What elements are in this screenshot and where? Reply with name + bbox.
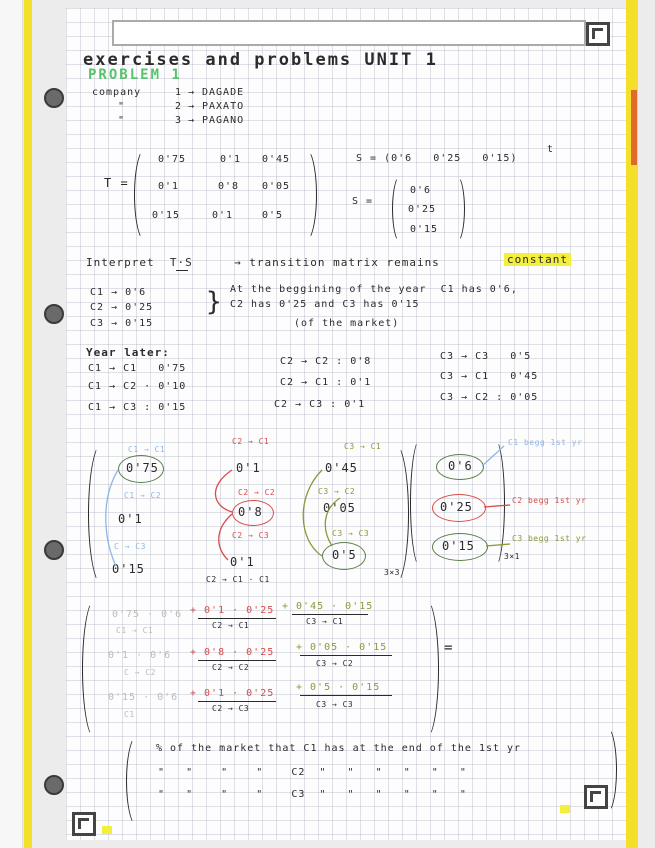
diagram-cell: 0'75 <box>126 461 159 475</box>
equals-sign: = <box>444 640 454 656</box>
company-prefix: " <box>118 115 126 126</box>
matrix-cell: 0'15 <box>152 210 181 221</box>
vec-tag: C2 begg 1st yr <box>512 496 587 505</box>
matrix-label: T = <box>104 176 129 190</box>
share-note: (of the market) <box>294 318 400 329</box>
product-tag: C → C2 <box>124 668 156 677</box>
transition-line: C3 → C2 : 0'05 <box>440 392 539 403</box>
vector-cell: 0'6 <box>410 185 432 196</box>
matrix-cell: 0'5 <box>262 210 284 221</box>
interpret-text: → transition matrix remains <box>234 256 440 269</box>
dims-label: 3×1 <box>504 552 520 561</box>
diagram-cell: 0'1 <box>118 512 143 526</box>
underline <box>198 618 276 619</box>
product-tag: C1 <box>124 710 135 719</box>
diagram-cell: 0'8 <box>238 505 263 519</box>
share-item: C3 → 0'15 <box>90 318 154 329</box>
transition-line: C2 → C1 : 0'1 <box>280 377 372 388</box>
page-title: exercises and problems UNIT 1 <box>83 50 438 70</box>
product-sub: C3 → C2 <box>316 659 354 668</box>
vector-cell: 0'25 <box>408 204 437 215</box>
diagram-tag: C1 → C2 <box>124 491 162 500</box>
diagram-cell: 0'5 <box>332 548 357 562</box>
matrix-cell: 0'05 <box>262 181 291 192</box>
vec-tag: C1 begg 1st yr <box>508 438 583 447</box>
product-tag: C1 → C1 <box>116 626 154 635</box>
left-paren <box>82 598 109 740</box>
arrow: → <box>188 87 196 98</box>
product-sub: C3 → C3 <box>316 700 354 709</box>
diagram-tag: C → C3 <box>114 542 146 551</box>
vec-cell: 0'6 <box>448 459 473 473</box>
transition-line: C1 → C2 · 0'10 <box>88 381 187 392</box>
year-later-heading: Year later: <box>86 346 170 359</box>
vec-tag: C3 begg 1st yr <box>512 534 587 543</box>
company-name: DAGADE <box>202 87 245 98</box>
product-term-faint: 0'75 · 0'6 <box>112 609 183 620</box>
vector-label: S = <box>352 196 374 207</box>
diagram-cell: 0'1 <box>236 461 261 475</box>
diagram-tag: C2 → C1 <box>232 437 270 446</box>
company-name: PAXATO <box>202 101 245 112</box>
left-paren <box>126 735 149 827</box>
right-paren <box>596 726 617 814</box>
product-term: + 0'1 · 0'25 <box>190 688 275 699</box>
product-term-faint: 0'1 · 0'6 <box>108 650 172 661</box>
product-term-faint: 0'15 · 0'6 <box>108 692 179 703</box>
arrow: → <box>188 101 196 112</box>
transition-line: C3 → C1 0'45 <box>440 371 539 382</box>
diagram-tag: C3 → C1 <box>344 442 382 451</box>
diagram-tag: C2 → C3 <box>232 531 270 540</box>
underline <box>292 614 368 615</box>
vec-cell: 0'25 <box>440 500 473 514</box>
problem-heading: PROBLEM 1 <box>88 67 182 83</box>
product-term: + 0'05 · 0'15 <box>296 642 388 653</box>
share-note: C2 has 0'25 and C3 has 0'15 <box>230 299 420 310</box>
product-term: + 0'8 · 0'25 <box>190 647 275 658</box>
company-num: 3 <box>175 115 183 126</box>
matrix-cell: 0'75 <box>158 154 187 165</box>
product-sub: C3 → C1 <box>306 617 344 626</box>
arrow: → <box>188 115 196 126</box>
share-item: C1 → 0'6 <box>90 287 147 298</box>
transition-line: C2 → C2 : 0'8 <box>280 356 372 367</box>
right-paren <box>412 598 439 740</box>
diagram-tag: C2 → C2 <box>238 488 276 497</box>
underline <box>300 695 392 696</box>
underline <box>198 701 276 702</box>
matrix-cell: 0'8 <box>218 181 240 192</box>
diagram-cell: 0'05 <box>323 501 356 515</box>
vec-cell: 0'15 <box>442 539 475 553</box>
product-sub: C2 → C3 <box>212 704 250 713</box>
share-item: C2 → 0'25 <box>90 302 154 313</box>
diagram-tag: C1 → C1 <box>128 445 166 454</box>
dims-label: 3×3 <box>384 568 400 577</box>
diagram-tag: C3 → C3 <box>332 529 370 538</box>
underline <box>300 655 392 656</box>
share-note: At the beggining of the year C1 has 0'6, <box>230 284 518 295</box>
matrix-cell: 0'45 <box>262 154 291 165</box>
company-prefix: company <box>92 87 142 98</box>
product-sub: C2 → C2 <box>212 663 250 672</box>
diagram-cell: 0'15 <box>112 562 145 576</box>
transition-line: C1 → C3 : 0'15 <box>88 402 187 413</box>
company-num: 1 <box>175 87 183 98</box>
transpose-mark: t <box>547 144 555 155</box>
diagram-tag: C3 → C2 <box>318 487 356 496</box>
diagram-cell: 0'1 <box>230 555 255 569</box>
result-line: " " " " C2 " " " " " " <box>158 767 467 778</box>
company-prefix: " <box>118 101 126 112</box>
vector-cell: 0'15 <box>410 224 439 235</box>
result-line: " " " " C3 " " " " " " <box>158 789 467 800</box>
matrix-cell: 0'1 <box>212 210 234 221</box>
underline <box>198 660 276 661</box>
matrix-cell: 0'1 <box>158 181 180 192</box>
vector-row: S = (0'6 0'25 0'15) <box>356 153 518 164</box>
interpret-label: Interpret T·S <box>86 256 193 269</box>
diagram-note: C2 → C1 · C1 <box>206 575 270 584</box>
company-name: PAGANO <box>202 115 245 126</box>
product-term: + 0'45 · 0'15 <box>282 601 374 612</box>
transition-line: C1 → C1 0'75 <box>88 363 187 374</box>
highlight-constant: constant <box>504 253 571 266</box>
brace: } <box>206 287 222 317</box>
transition-line: C2 → C3 : 0'1 <box>274 399 366 410</box>
company-num: 2 <box>175 101 183 112</box>
product-term: + 0'1 · 0'25 <box>190 605 275 616</box>
transition-line: C3 → C3 0'5 <box>440 351 532 362</box>
diagram-cell: 0'45 <box>325 461 358 475</box>
product-term: + 0'5 · 0'15 <box>296 682 381 693</box>
matrix-cell: 0'1 <box>220 154 242 165</box>
product-sub: C2 → C1 <box>212 621 250 630</box>
result-line: % of the market that C1 has at the end of the 1st yr <box>156 743 522 754</box>
